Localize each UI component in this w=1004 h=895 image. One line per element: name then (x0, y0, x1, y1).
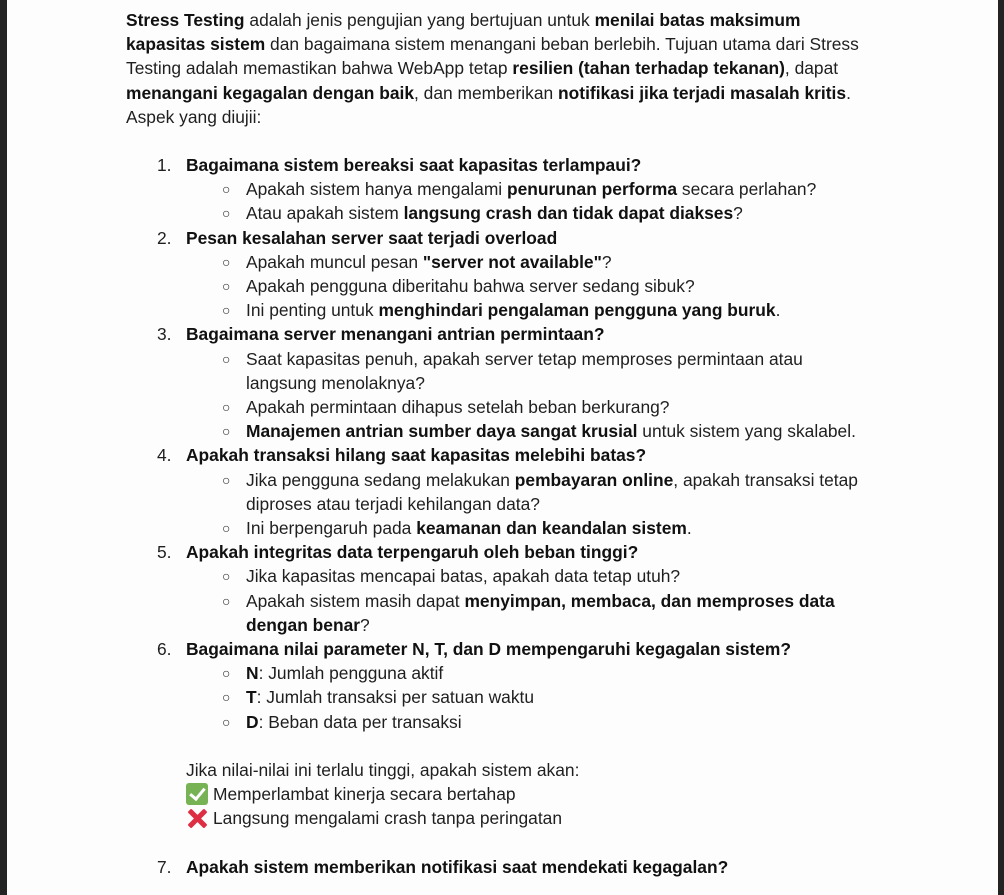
hollow-bullet-icon: ○ (222, 520, 231, 537)
hollow-bullet-icon: ○ (222, 399, 231, 416)
hollow-bullet-icon: ○ (222, 350, 231, 367)
sub-item (186, 201, 866, 225)
item-title: Bagaimana nilai parameter N, T, dan D mempengaruhi kegagalan sistem? (186, 639, 791, 660)
aspect-item (126, 540, 866, 637)
bold-text: T (246, 687, 257, 708)
item-number: 5. (157, 542, 172, 563)
bold-text: Stress Testing (126, 10, 245, 30)
text-run: Jika pengguna sedang melakukan (246, 469, 515, 490)
hollow-bullet-icon: ○ (222, 205, 231, 222)
sub-item (186, 685, 866, 709)
item-title: Apakah sistem memberikan notifikasi saat mendekati kegagalan? (186, 856, 729, 877)
bold-text: pembayaran online (514, 469, 674, 490)
sub-item (186, 710, 866, 734)
bold-text: penurunan performa (507, 179, 678, 200)
sub-list (186, 177, 866, 225)
text-run: Atau apakah sistem (246, 203, 404, 224)
bold-text: langsung crash dan tidak dapat diakses (403, 203, 734, 224)
text-run: Jika kapasitas mencapai batas, apakah data tetap utuh? (246, 566, 681, 587)
sub-item (186, 419, 866, 443)
sub-list (186, 468, 866, 541)
text-run: , apakah transaksi tetap diproses atau terjadi kehilangan data? (246, 469, 858, 514)
sub-item (186, 564, 866, 588)
text-run: ? (733, 203, 743, 224)
text-run: secara perlahan? (677, 179, 817, 200)
sub-item (186, 250, 866, 274)
bold-text: menangani kegagalan dengan baik (126, 82, 414, 103)
text-run: Saat kapasitas penuh, apakah server tetap memproses permintaan atau langsung menolaknya? (246, 348, 803, 393)
sub-list (186, 250, 866, 323)
item-number: 1. (157, 155, 172, 176)
hollow-bullet-icon: ○ (222, 568, 231, 585)
text-run: ? (360, 614, 370, 635)
bold-text: D (246, 711, 259, 732)
cross-mark-icon (186, 807, 208, 829)
aspect-list (126, 153, 866, 879)
sub-list (186, 347, 866, 444)
bold-text: Manajemen antrian sumber daya sangat krusial (246, 421, 638, 442)
aspect-item (126, 855, 866, 879)
text-run: Apakah sistem masih dapat (246, 590, 465, 611)
aspect-item (126, 637, 866, 854)
sub-item (186, 395, 866, 419)
text-run: adalah jenis pengujian yang bertujuan untuk (244, 10, 595, 30)
text-run: Apakah permintaan dihapus setelah beban berkurang? (246, 397, 670, 418)
hollow-bullet-icon: ○ (222, 471, 231, 488)
option-text: Memperlambat kinerja secara bertahap (213, 784, 516, 805)
document-page (7, 0, 998, 895)
hollow-bullet-icon: ○ (222, 253, 231, 270)
text-run: Ini berpengaruh pada (246, 518, 417, 539)
bold-text: menghindari pengalaman pengguna yang buruk (378, 300, 776, 321)
bold-text: menilai batas maksimum kapasitas sistem (126, 10, 801, 55)
item-number: 3. (157, 324, 172, 345)
text-run: untuk sistem yang skalabel. (637, 421, 856, 442)
text-run: . (686, 518, 692, 539)
sub-item (186, 298, 866, 322)
check-mark-icon (186, 783, 208, 805)
text-run: Ini penting untuk (246, 300, 379, 321)
document-content (126, 8, 866, 879)
item-title: Bagaimana server menangani antrian permintaan? (186, 324, 605, 345)
bold-text: N (246, 663, 259, 684)
bold-text: menyimpan, membaca, dan memproses data dengan benar (246, 590, 835, 635)
aspect-item (126, 226, 866, 323)
hollow-bullet-icon: ○ (222, 278, 231, 295)
sub-item (186, 274, 866, 298)
sub-list (186, 661, 866, 734)
text-run: : Jumlah pengguna aktif (258, 663, 444, 684)
hollow-bullet-icon: ○ (222, 423, 231, 440)
consequence-option (186, 782, 866, 806)
option-text: Langsung mengalami crash tanpa peringatan (213, 808, 563, 829)
item-number: 2. (157, 227, 172, 248)
hollow-bullet-icon: ○ (222, 592, 231, 609)
consequence-block (186, 758, 866, 855)
text-run: Apakah sistem hanya mengalami (246, 179, 507, 200)
item-title: Pesan kesalahan server saat terjadi overload (186, 227, 558, 248)
sub-item (186, 661, 866, 685)
sub-item (186, 177, 866, 201)
hollow-bullet-icon: ○ (222, 713, 231, 730)
text-run: ? (601, 251, 612, 272)
window-edge-right (998, 0, 1004, 895)
item-number: 4. (157, 445, 172, 466)
sub-item (186, 516, 866, 540)
text-run: Apakah muncul pesan (246, 251, 423, 272)
hollow-bullet-icon: ○ (222, 302, 231, 319)
text-run: , dapat (784, 58, 839, 79)
text-run: . (775, 300, 781, 321)
bold-text: keamanan dan keandalan sistem (416, 518, 687, 539)
sub-item (186, 589, 866, 637)
item-title: Apakah transaksi hilang saat kapasitas melebihi batas? (186, 445, 647, 466)
aspect-item (126, 153, 866, 226)
hollow-bullet-icon: ○ (222, 689, 231, 706)
sub-list (186, 564, 866, 637)
sub-item (186, 468, 866, 516)
consequence-lead: Jika nilai-nilai ini terlalu tinggi, apakah sistem akan: (186, 759, 580, 780)
bold-text: notifikasi jika terjadi masalah kritis (558, 82, 847, 103)
sub-item (186, 347, 866, 395)
text-run: Apakah pengguna diberitahu bahwa server sedang sibuk? (246, 276, 695, 297)
text-run: : Beban data per transaksi (258, 711, 462, 732)
aspect-item (126, 322, 866, 443)
hollow-bullet-icon: ○ (222, 181, 231, 198)
text-run: dan bagaimana sistem menangani beban berlebih. Tujuan utama dari Stress Testing adalah memastikan bahwa WebApp tetap (126, 34, 859, 79)
text-run: , dan memberikan (414, 82, 559, 103)
item-number: 7. (157, 856, 172, 877)
spacer (186, 831, 866, 855)
bold-text: resilien (tahan terhadap tekanan) (512, 58, 785, 79)
item-title: Apakah integritas data terpengaruh oleh beban tinggi? (186, 542, 639, 563)
hollow-bullet-icon: ○ (222, 665, 231, 682)
item-title: Bagaimana sistem bereaksi saat kapasitas terlampaui? (186, 155, 642, 176)
consequence-option (186, 806, 866, 830)
intro-paragraph (126, 8, 866, 129)
window-edge-left (0, 0, 7, 895)
aspect-item (126, 443, 866, 540)
item-number: 6. (157, 639, 172, 660)
text-run: : Jumlah transaksi per satuan waktu (256, 687, 535, 708)
text-run: . Aspek yang diujii: (126, 82, 851, 127)
bold-text: "server not available" (422, 251, 602, 272)
